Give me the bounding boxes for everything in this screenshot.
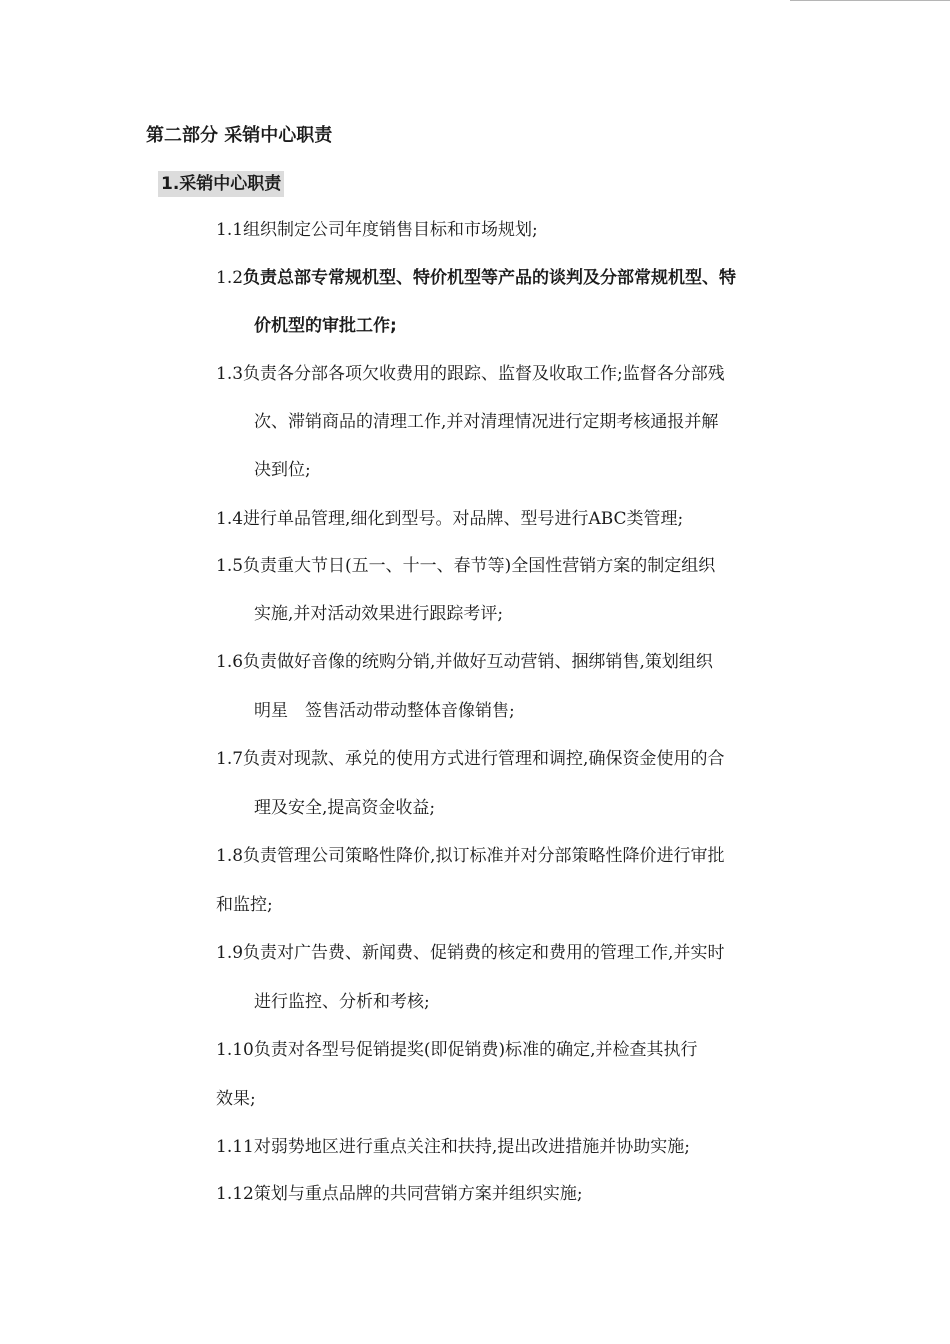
item-text: 负责对各型号促销提奖(即促销费)标准的确定,并检查其执行: [253, 1040, 698, 1060]
item-number: 1.11: [216, 1137, 254, 1157]
item-text: 负责管理公司策略性降价,拟订标准并对分部策略性降价进行审批: [243, 846, 725, 866]
item-number: 1.8: [216, 846, 244, 866]
list-item-1-11: [216, 1135, 690, 1159]
item-number: 1.9: [216, 943, 244, 963]
list-item-1-9: [216, 941, 724, 965]
item-text: 负责对现款、承兑的使用方式进行管理和调控,确保资金使用的合: [243, 749, 725, 769]
list-item-1-2: [216, 266, 736, 290]
item-text: 负责各分部各项欠收费用的跟踪、监督及收取工作;监督各分部残: [243, 364, 725, 384]
list-item-1-8: [216, 844, 724, 868]
item-continuation: 实施,并对活动效果进行跟踪考评;: [254, 604, 504, 624]
item-number: 1.12: [216, 1184, 254, 1204]
item-number: 1.2: [216, 268, 244, 288]
list-item-1-12: [216, 1182, 583, 1206]
list-item-1-5: [216, 554, 715, 578]
item-text: 组织制定公司年度销售目标和市场规划;: [243, 220, 538, 240]
item-number: 1.10: [216, 1040, 254, 1060]
list-item-1-1: [216, 218, 538, 242]
item-continuation: 进行监控、分析和考核;: [254, 992, 430, 1012]
item-number: 1.1: [216, 220, 244, 240]
item-number: 1.6: [216, 652, 244, 672]
item-continuation: 和监控;: [216, 895, 273, 915]
item-continuation: 价机型的审批工作;: [254, 316, 397, 336]
item-text: 对弱势地区进行重点关注和扶持,提出改进措施并协助实施;: [253, 1137, 690, 1157]
item-text: 负责重大节日(五一、十一、春节等)全国性营销方案的制定组织: [243, 556, 716, 576]
item-number: 1.5: [216, 556, 244, 576]
item-text: 策划与重点品牌的共同营销方案并组织实施;: [253, 1184, 583, 1204]
item-text: 负责总部专常规机型、特价机型等产品的谈判及分部常规机型、特: [243, 268, 737, 288]
list-item-1-4: [216, 507, 683, 531]
item-continuation: 明星 签售活动带动整体音像销售;: [254, 701, 515, 721]
item-number: 1.7: [216, 749, 244, 769]
list-item-1-3: [216, 362, 725, 386]
part-title: 第二部分 采销中心职责: [146, 125, 333, 146]
item-text: 进行单品管理,细化到型号。对品牌、型号进行ABC类管理;: [243, 509, 684, 529]
item-continuation: 决到位;: [254, 460, 311, 480]
item-text: 负责做好音像的统购分销,并做好互动营销、捆绑销售,策划组织: [243, 652, 713, 672]
item-number: 1.4: [216, 509, 244, 529]
item-continuation: 理及安全,提高资金收益;: [254, 798, 436, 818]
item-continuation: 次、滞销商品的清理工作,并对清理情况进行定期考核通报并解: [254, 412, 719, 432]
item-number: 1.3: [216, 364, 244, 384]
list-item-1-10: [216, 1038, 698, 1062]
list-item-1-7: [216, 747, 724, 771]
section-heading: 1.采销中心职责: [158, 171, 284, 197]
list-item-1-6: [216, 650, 713, 674]
item-text: 负责对广告费、新闻费、促销费的核定和费用的管理工作,并实时: [243, 943, 725, 963]
item-continuation: 效果;: [216, 1089, 256, 1109]
header-rule: [790, 0, 950, 1]
